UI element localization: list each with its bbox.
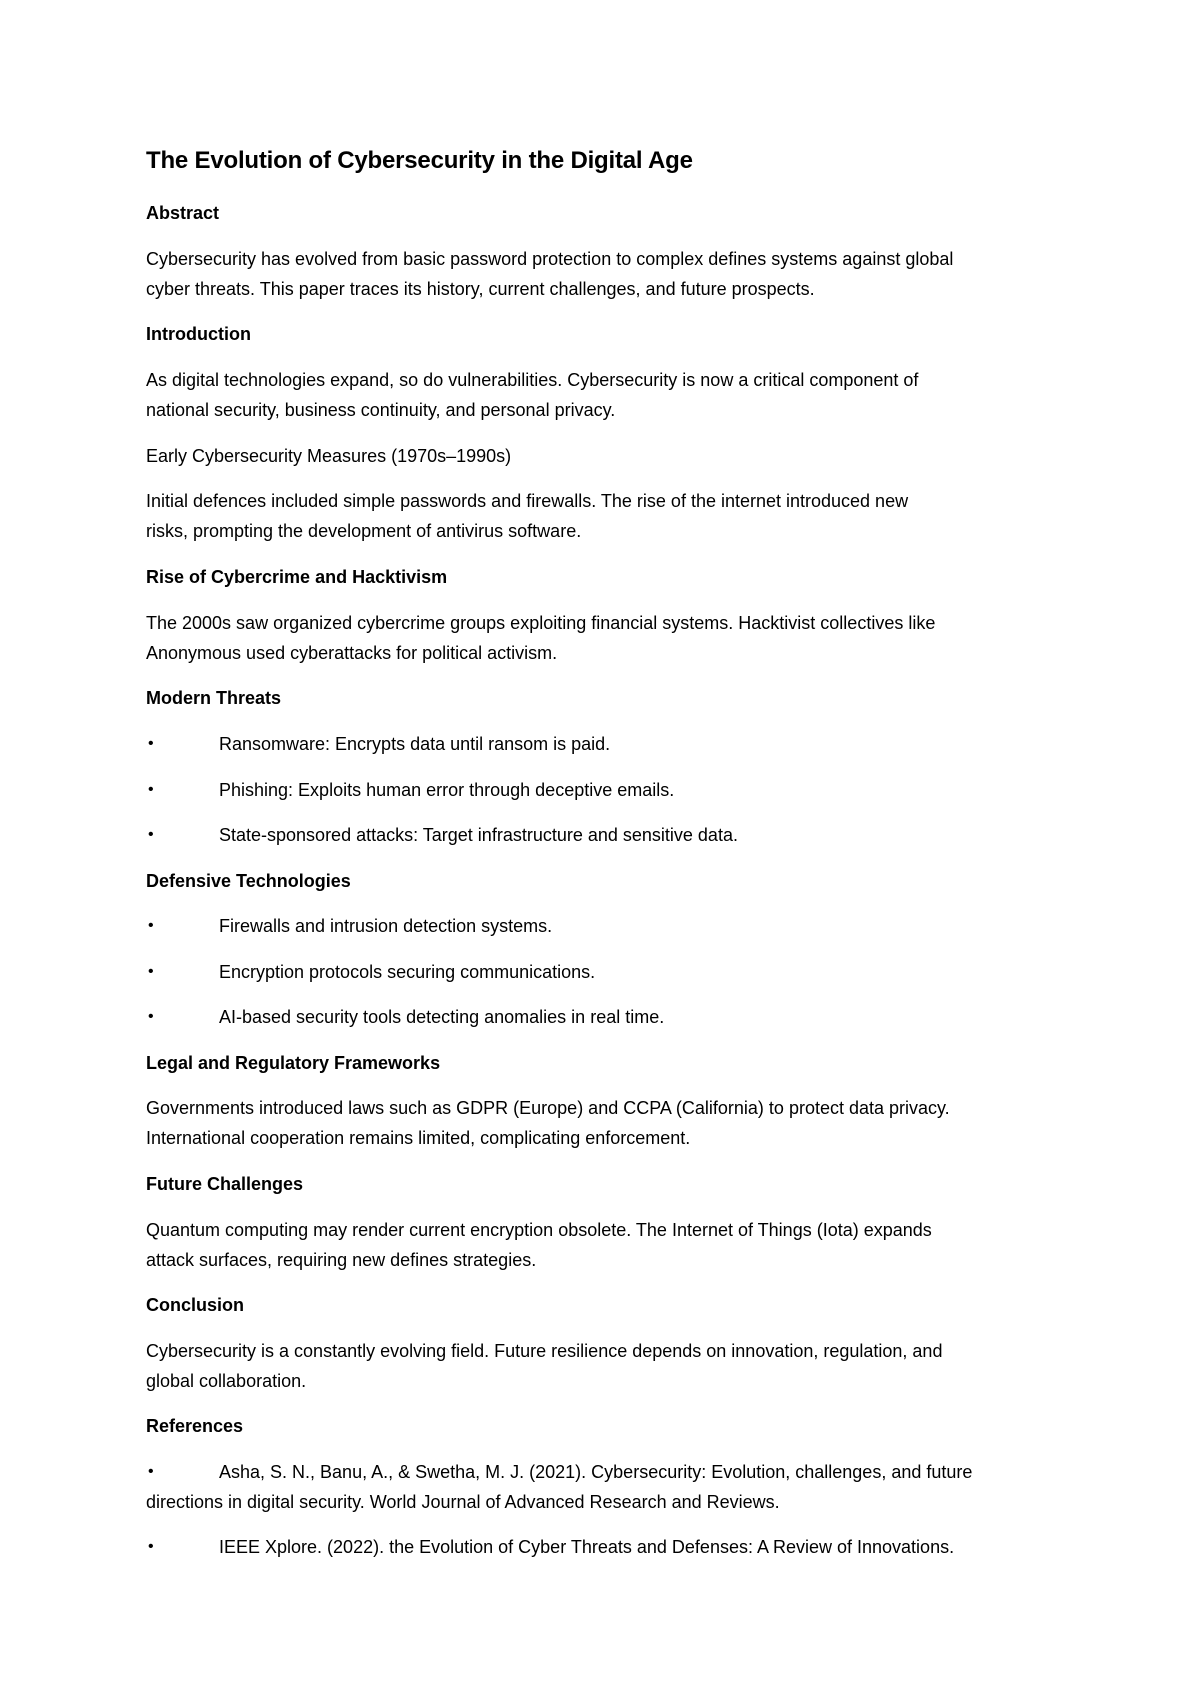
early-measures-paragraph	[146, 486, 1066, 546]
bullet-icon: •	[148, 963, 154, 980]
cybercrime-heading: Rise of Cybercrime and Hacktivism	[146, 567, 448, 587]
bullet-icon: •	[148, 826, 154, 843]
paragraph-line: national security, business continuity, and personal privacy.	[146, 400, 616, 420]
cybercrime-paragraph	[146, 608, 1066, 668]
legal-paragraph	[146, 1093, 1066, 1153]
list-item-text: AI-based security tools detecting anomalies in real time.	[219, 1007, 665, 1027]
reference-text-continuation: directions in digital security. World Journal of Advanced Research and Reviews.	[146, 1492, 780, 1512]
bullet-icon: •	[148, 1538, 154, 1555]
abstract-paragraph	[146, 244, 1066, 304]
early-measures-heading: Early Cybersecurity Measures (1970s–1990s)	[146, 446, 512, 466]
conclusion-paragraph	[146, 1336, 1066, 1396]
document-page	[146, 0, 1066, 1696]
paragraph-line: Cybersecurity is a constantly evolving field. Future resilience depends on innovation, regulation, and	[146, 1341, 943, 1361]
legal-heading: Legal and Regulatory Frameworks	[146, 1053, 441, 1073]
paragraph-line: International cooperation remains limited, complicating enforcement.	[146, 1128, 691, 1148]
paragraph-line: cyber threats. This paper traces its history, current challenges, and future prospects.	[146, 279, 815, 299]
future-paragraph	[146, 1215, 1066, 1275]
list-item-text: Ransomware: Encrypts data until ransom is paid.	[219, 734, 611, 754]
document-title: The Evolution of Cybersecurity in the Digital Age	[146, 147, 693, 174]
references-heading: References	[146, 1416, 244, 1436]
list-item-text: State-sponsored attacks: Target infrastructure and sensitive data.	[219, 825, 738, 845]
paragraph-line: attack surfaces, requiring new defines strategies.	[146, 1250, 537, 1270]
introduction-paragraph	[146, 365, 1066, 425]
defensive-heading: Defensive Technologies	[146, 871, 351, 891]
abstract-heading: Abstract	[146, 203, 220, 223]
reference-text: IEEE Xplore. (2022). the Evolution of Cyber Threats and Defenses: A Review of Innovations.	[219, 1537, 955, 1557]
reference-text: Asha, S. N., Banu, A., & Swetha, M. J. (2021). Cybersecurity: Evolution, challenges, and future	[219, 1462, 973, 1482]
paragraph-line: Quantum computing may render current encryption obsolete. The Internet of Things (Iota) expands	[146, 1220, 932, 1240]
bullet-icon: •	[148, 1008, 154, 1025]
bullet-icon: •	[148, 917, 154, 934]
paragraph-line: The 2000s saw organized cybercrime groups exploiting financial systems. Hacktivist collectives like	[146, 613, 936, 633]
bullet-icon: •	[148, 1463, 154, 1480]
list-item-text: Encryption protocols securing communications.	[219, 962, 596, 982]
list-item-text: Firewalls and intrusion detection systems.	[219, 916, 553, 936]
paragraph-line: global collaboration.	[146, 1371, 307, 1391]
paragraph-line: Anonymous used cyberattacks for political activism.	[146, 643, 558, 663]
future-heading: Future Challenges	[146, 1174, 304, 1194]
introduction-heading: Introduction	[146, 324, 251, 344]
paragraph-line: Cybersecurity has evolved from basic password protection to complex defines systems against global	[146, 249, 954, 269]
paragraph-line: Initial defences included simple passwords and firewalls. The rise of the internet introduced new	[146, 491, 909, 511]
bullet-icon: •	[148, 781, 154, 798]
modern-threats-heading: Modern Threats	[146, 688, 282, 708]
conclusion-heading: Conclusion	[146, 1295, 244, 1315]
list-item-text: Phishing: Exploits human error through deceptive emails.	[219, 780, 675, 800]
bullet-icon: •	[148, 735, 154, 752]
paragraph-line: Governments introduced laws such as GDPR (Europe) and CCPA (California) to protect data privacy.	[146, 1098, 950, 1118]
paragraph-line: As digital technologies expand, so do vulnerabilities. Cybersecurity is now a critical component of	[146, 370, 919, 390]
paragraph-line: risks, prompting the development of antivirus software.	[146, 521, 582, 541]
